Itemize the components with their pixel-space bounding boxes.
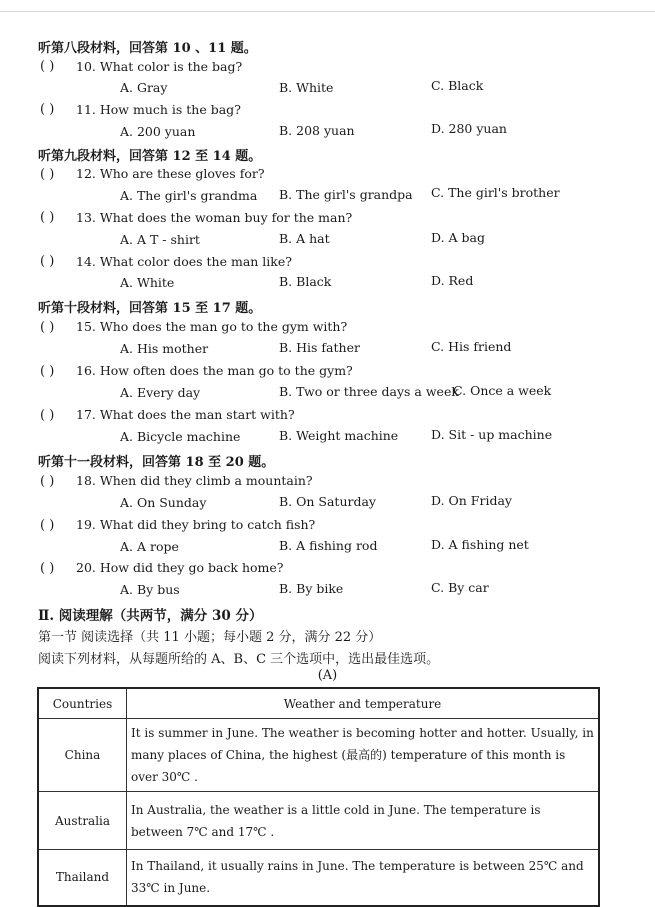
question-number: 15. [76,319,96,334]
option-a: A. White [120,275,175,290]
option-b: B. Black [279,274,332,289]
question-text: What color does the man like? [99,254,292,269]
option-b: B. Two or three days a week [279,384,459,399]
question-text: When did they climb a mountain? [99,473,313,488]
option-b: B. Weight machine [279,428,399,443]
weather-table [37,687,600,907]
table-row [38,792,599,850]
table-header-row [38,688,599,719]
option-b: B. His father [279,340,360,355]
option-a: A. The girl's grandma [120,188,258,203]
option-b: B. On Saturday [279,494,376,509]
question-text: Who are these gloves for? [99,166,265,181]
question-16 [76,363,353,378]
weather-cell: In Australia, the weather is a little cold in June. The temperature is between 7℃ and 17℃ . [127,792,600,850]
question-18 [76,473,313,488]
question-text: What did they bring to catch fish? [99,517,316,532]
weather-cell: It is summer in June. The weather is becoming hotter and hotter. Usually, in many places of China, the highest (最高的) temperature of this month is over 30℃ . [127,719,600,792]
table-row [38,719,599,792]
section-title: 第一节 阅读选择（共 11 小题；每小题 2 分，满分 22 分） [38,630,382,645]
option-b: B. A hat [279,231,330,246]
section-heading-11: 听第十一段材料，回答第 18 至 20 题。 [38,455,275,470]
option-b: B. A fishing rod [279,538,378,553]
answer-blank-17: ( ) [40,408,55,423]
option-a: A. A rope [120,539,179,554]
top-divider [0,11,655,12]
option-a: A. On Sunday [120,495,207,510]
answer-blank-10: ( ) [40,59,55,74]
option-b: B. The girl's grandpa [279,187,413,202]
answer-blank-15: ( ) [40,320,55,335]
option-d: D. A bag [431,230,485,245]
answer-blank-12: ( ) [40,167,55,182]
option-d: D. Red [431,273,474,288]
question-text: How much is the bag? [99,102,241,117]
table-row [38,850,599,906]
country-cell: China [38,719,127,792]
section-heading-8: 听第八段材料，回答第 10 、11 题。 [38,41,257,56]
question-10 [76,59,242,74]
answer-blank-13: ( ) [40,210,55,225]
question-number: 10. [76,59,96,74]
question-15 [76,319,347,334]
option-a: A. A T - shirt [120,232,200,247]
answer-blank-14: ( ) [40,254,55,269]
question-text: What does the woman buy for the man? [99,210,353,225]
option-c: C. By car [431,580,489,595]
question-20 [76,560,284,575]
question-number: 18. [76,473,96,488]
question-text: Who does the man go to the gym with? [99,319,348,334]
option-c: C. Black [431,78,484,93]
country-cell: Australia [38,792,127,850]
question-text: How often does the man go to the gym? [99,363,353,378]
question-19 [76,517,315,532]
option-d: D. Sit - up machine [431,427,553,442]
option-d: D. On Friday [431,493,512,508]
option-a: A. Every day [120,385,201,400]
country-cell: Thailand [38,850,127,906]
question-number: 20. [76,560,96,575]
question-17 [76,407,295,422]
question-number: 14. [76,254,96,269]
question-number: 17. [76,407,96,422]
question-13 [76,210,352,225]
section-heading-9: 听第九段材料，回答第 12 至 14 题。 [38,149,262,164]
question-12 [76,166,265,181]
question-text: How did they go back home? [99,560,284,575]
option-c: C. His friend [431,339,512,354]
option-a: A. 200 yuan [120,124,196,139]
question-text: What color is the bag? [99,59,243,74]
part-title: Ⅱ. 阅读理解（共两节，满分 30 分） [38,608,263,624]
answer-blank-19: ( ) [40,518,55,533]
question-14 [76,254,292,269]
section-heading-10: 听第十段材料，回答第 15 至 17 题。 [38,301,262,316]
option-b: B. White [279,80,334,95]
answer-blank-20: ( ) [40,561,55,576]
option-a: A. Bicycle machine [120,429,241,444]
question-11 [76,102,241,117]
option-d: D. 280 yuan [431,121,507,136]
question-number: 12. [76,166,96,181]
question-text: What does the man start with? [99,407,295,422]
option-b: B. By bike [279,581,344,596]
option-c: C. The girl's brother [431,185,560,200]
option-b: B. 208 yuan [279,123,355,138]
option-a: A. By bus [120,582,180,597]
header-weather: Weather and temperature [127,688,600,719]
option-d: D. A fishing net [431,537,529,552]
instruction: 阅读下列材料，从每题所给的 A、B、C 三个选项中，选出最佳选项。 [38,652,440,667]
header-countries: Countries [38,688,127,719]
passage-label: (A) [317,668,338,683]
option-a: A. His mother [120,341,209,356]
option-a: A. Gray [120,80,168,95]
answer-blank-18: ( ) [40,474,55,489]
question-number: 16. [76,363,96,378]
question-number: 19. [76,517,96,532]
weather-cell: In Thailand, it usually rains in June. The temperature is between 25℃ and 33℃ in June. [127,850,600,906]
question-number: 13. [76,210,96,225]
option-c: C. Once a week [453,383,552,398]
question-number: 11. [76,102,96,117]
answer-blank-16: ( ) [40,364,55,379]
answer-blank-11: ( ) [40,102,55,117]
